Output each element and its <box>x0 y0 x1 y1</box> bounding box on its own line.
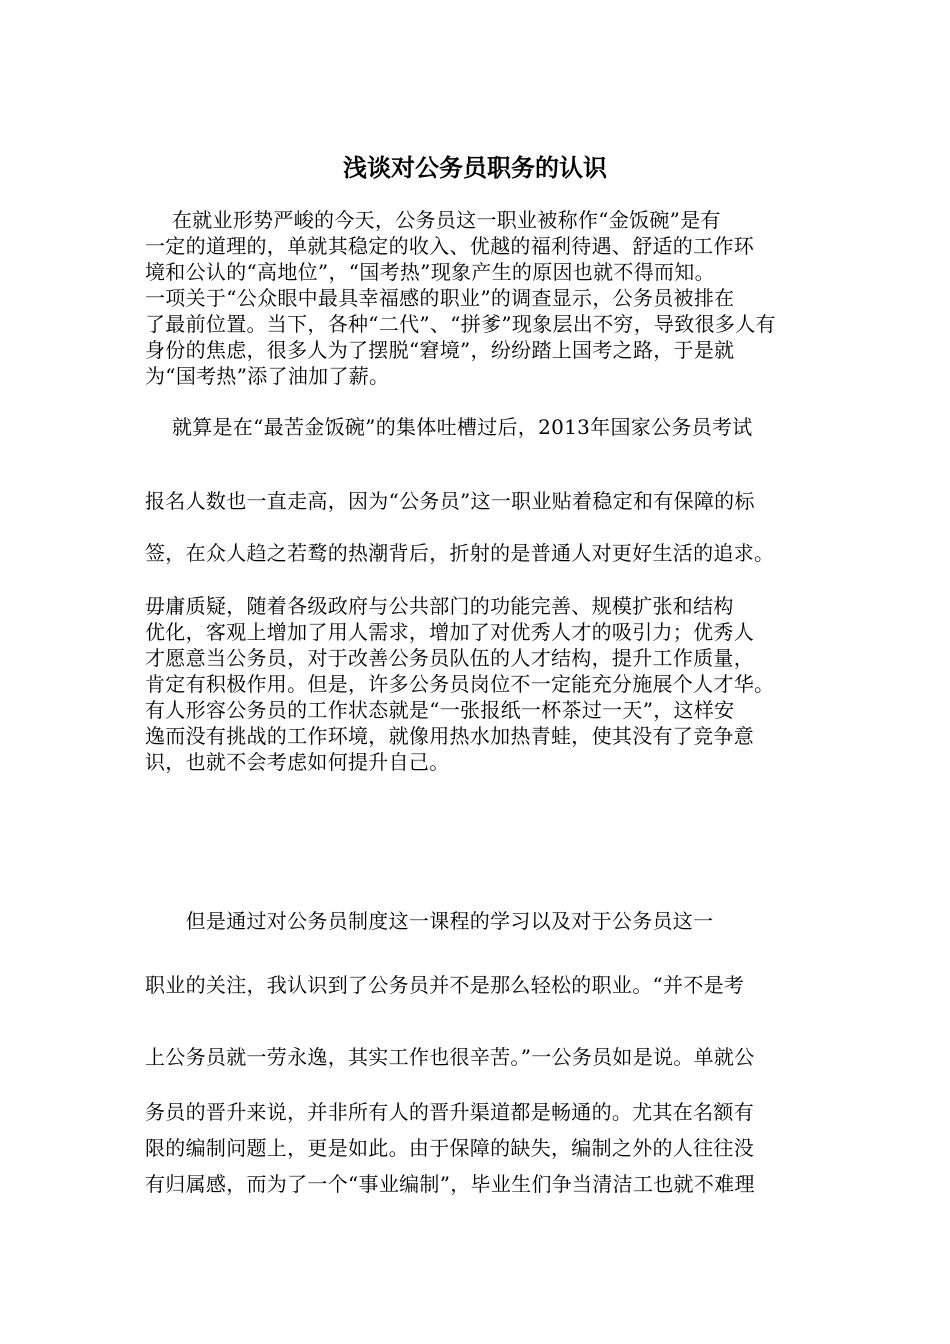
text-line: 一定的道理的，单就其稳定的收入、优越的福利待遇、舒适的工作环 <box>145 234 754 258</box>
text-line: 毋庸质疑，随着各级政府与公共部门的功能完善、规模扩张和结构 <box>145 594 734 618</box>
text-line: 逸而没有挑战的工作环境，就像用热水加热青蛙，使其没有了竞争意 <box>145 724 754 748</box>
paragraph-exam-line-2 <box>145 486 815 516</box>
paragraph-course-line-3 <box>145 1042 815 1072</box>
text-line: 有归属感，而为了一个“事业编制”，毕业生们争当清洁工也就不难理 <box>145 1172 755 1196</box>
text-line: 务员的晋升来说，并非所有人的晋升渠道都是畅通的。尤其在名额有 <box>145 1100 754 1124</box>
text-line: 职业的关注，我认识到了公务员并不是那么轻松的职业。“并不是考 <box>145 973 745 997</box>
text-line: 一项关于“公众眼中最具幸福感的职业”的调查显示，公务员被排在 <box>145 286 735 310</box>
text-line: 优化，客观上增加了用人需求，增加了对优秀人才的吸引力；优秀人 <box>145 620 754 644</box>
text-line: 限的编制问题上，更是如此。由于保障的缺失，编制之外的人往往没 <box>145 1136 754 1160</box>
text-line: 上公务员就一劳永逸，其实工作也很辛苦。”一公务员如是说。单就公 <box>145 1045 755 1069</box>
text-line: 签，在众人趋之若鹜的热潮背后，折射的是普通人对更好生活的追求。 <box>145 541 775 565</box>
document-title: 浅谈对公务员职务的认识 <box>343 154 607 182</box>
paragraph-course-rest <box>145 1094 815 1202</box>
text-line: 境和公认的“高地位”，“国考热”现象产生的原因也就不得而知。 <box>145 260 715 284</box>
paragraph-intro <box>145 207 815 389</box>
text-line: 为“国考热”添了油加了薪。 <box>145 364 390 388</box>
paragraph-course-line-1 <box>145 906 815 936</box>
text-line: 才愿意当公务员，对于改善公务员队伍的人才结构，提升工作质量， <box>145 646 754 670</box>
text-line: 肯定有积极作用。但是，许多公务员岗位不一定能充分施展个人才华。 <box>145 672 775 696</box>
text-line: 身份的焦虑，很多人为了摆脱“窘境”，纷纷踏上国考之路，于是就 <box>145 338 735 362</box>
paragraph-exam-line-1 <box>145 412 815 442</box>
text-line: 识，也就不会考虑如何提升自己。 <box>145 750 450 774</box>
paragraph-exam-line-3 <box>145 538 815 568</box>
paragraph-analysis <box>145 593 815 775</box>
text-line: 了最前位置。当下，各种“二代”、“拼爹”现象层出不穷，导致很多人有 <box>145 312 776 336</box>
text-line: 在就业形势严峻的今天，公务员这一职业被称作“金饭碗”是有 <box>145 208 721 232</box>
text-line: 但是通过对公务员制度这一课程的学习以及对于公务员这一 <box>145 909 714 933</box>
text-line: 报名人数也一直走高，因为“公务员”这一职业贴着稳定和有保障的标 <box>145 489 755 513</box>
text-line: 就算是在“最苦金饭碗”的集体吐槽过后，2013年国家公务员考试 <box>145 415 753 439</box>
paragraph-course-line-2 <box>145 970 815 1000</box>
text-line: 有人形容公务员的工作状态就是“一张报纸一杯茶过一天”，这样安 <box>145 698 735 722</box>
